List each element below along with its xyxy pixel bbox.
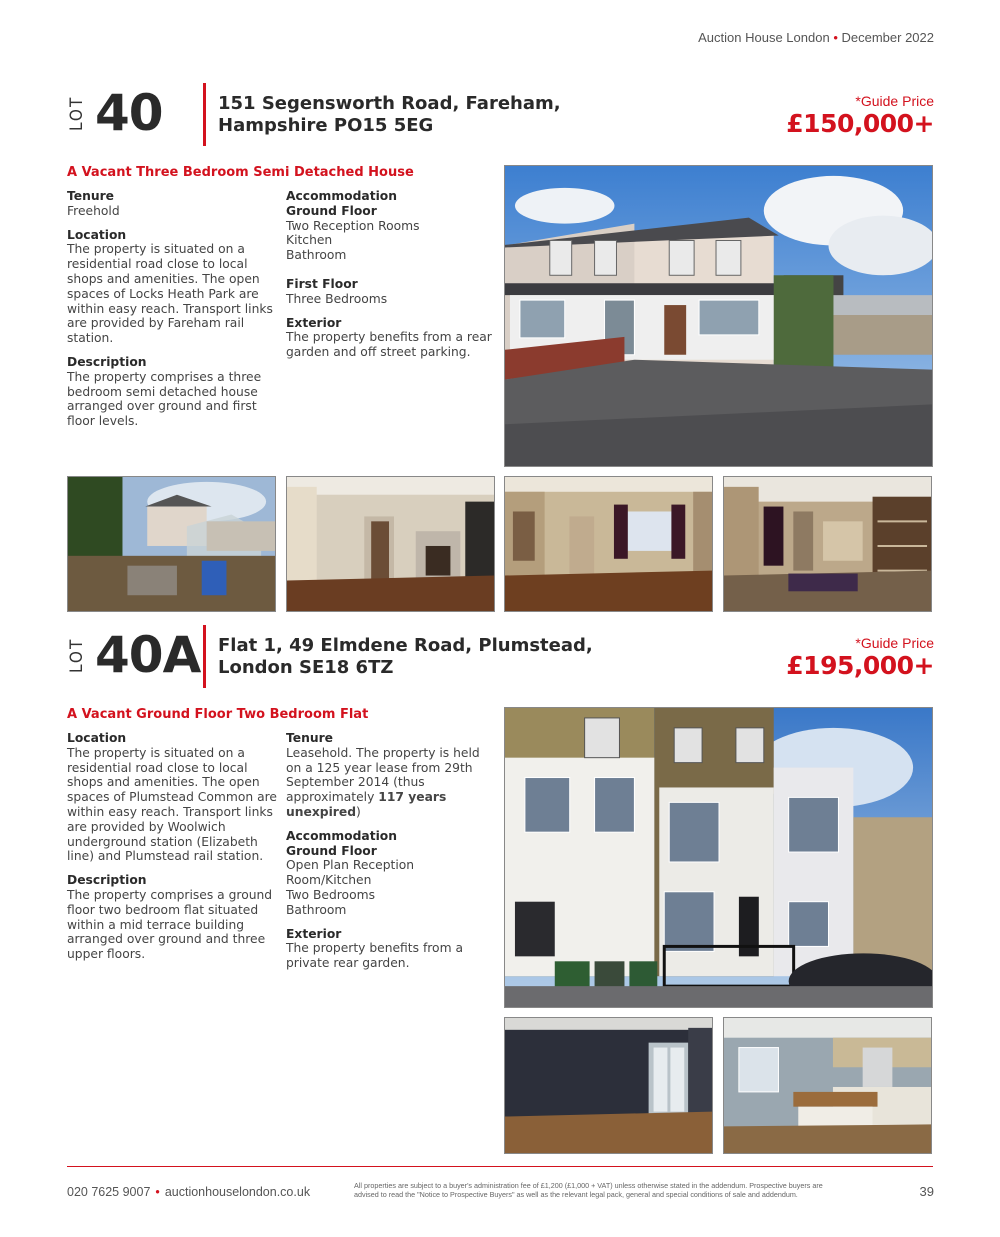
header-separator: • bbox=[833, 30, 838, 45]
ground-floor-item: Kitchen bbox=[286, 233, 333, 248]
lot-label: LOT bbox=[67, 637, 87, 673]
footer-phone[interactable]: 020 7625 9007 bbox=[67, 1185, 151, 1199]
ground-floor-heading: Ground Floor bbox=[286, 203, 377, 218]
guide-price-label: *Guide Price bbox=[855, 635, 934, 651]
footer-legal-notice: All properties are subject to a buyer's administration fee of £1,200 (£1,000 + VAT) unless otherwise stated in the addendum. Prospective buyers are advised to read the "Notice to Prospective Buyers" as well as the relevant legal pack, general and special conditions of sale and addendum. bbox=[354, 1181, 823, 1199]
page-number: 39 bbox=[919, 1184, 934, 1199]
reception-room-photo bbox=[286, 476, 495, 612]
lot-divider bbox=[203, 625, 206, 688]
tenure-unexpired: 117 years unexpired bbox=[286, 790, 447, 819]
location-text: The property is situated on a residential road close to local shops and amenities. The open spaces of Plumstead Common are within easy reach. Transport links are provided by Woolwich underground station (Elizabeth line) and Plumstead rail station. bbox=[67, 745, 277, 864]
dining-room-photo bbox=[723, 476, 932, 612]
exterior-text: The property benefits from a rear garden and off street parking. bbox=[286, 330, 492, 360]
lot-divider bbox=[203, 83, 206, 146]
tenure-text-start: Leasehold. The property is held on a 125 year lease from 29th September 2014 (thus approximately bbox=[286, 745, 480, 805]
lot-number: 40A bbox=[95, 626, 201, 684]
address-line-1: Flat 1, 49 Elmdene Road, Plumstead, bbox=[218, 635, 593, 656]
tenure-text bbox=[286, 746, 498, 820]
footer-website-link[interactable]: auctionhouselondon.co.uk bbox=[164, 1185, 311, 1199]
lot-subtitle: A Vacant Three Bedroom Semi Detached House bbox=[67, 165, 414, 180]
description-heading: Description bbox=[67, 354, 147, 369]
description-heading: Description bbox=[67, 873, 147, 888]
address-line-2: Hampshire PO15 5EG bbox=[218, 115, 434, 136]
accommodation-heading: Accommodation bbox=[286, 828, 398, 843]
tenure-heading: Tenure bbox=[286, 731, 334, 745]
garden-photo bbox=[67, 476, 276, 612]
publication-date: December 2022 bbox=[841, 30, 934, 45]
footer-separator: • bbox=[155, 1185, 160, 1199]
kitchen-photo bbox=[723, 1017, 932, 1154]
tenure-text-end: ) bbox=[356, 804, 361, 819]
main-property-photo bbox=[504, 707, 933, 1008]
lot-number: 40 bbox=[95, 84, 163, 142]
details-column-right bbox=[286, 189, 496, 369]
ground-floor-heading: Ground Floor bbox=[286, 843, 377, 858]
publication-name: Auction House London bbox=[698, 30, 830, 45]
exterior-heading: Exterior bbox=[286, 926, 342, 941]
details-column-right bbox=[286, 731, 498, 980]
ground-floor-item: Bathroom bbox=[286, 248, 347, 263]
tenure-heading: Tenure bbox=[67, 189, 115, 203]
details-column-left bbox=[67, 731, 281, 971]
footer-contact bbox=[67, 1185, 310, 1199]
first-floor-item: Three Bedrooms bbox=[286, 291, 388, 306]
lot-label: LOT bbox=[67, 95, 87, 131]
living-room-photo bbox=[504, 476, 713, 612]
exterior-heading: Exterior bbox=[286, 315, 342, 330]
main-property-photo bbox=[504, 165, 933, 467]
exterior-text: The property benefits from a private rear garden. bbox=[286, 941, 464, 971]
tenure-text: Freehold bbox=[67, 203, 120, 218]
accommodation-heading: Accommodation bbox=[286, 189, 398, 203]
guide-price: £195,000+ bbox=[786, 651, 934, 680]
publication-header bbox=[698, 30, 934, 45]
guide-price-label: *Guide Price bbox=[855, 93, 934, 109]
description-text: The property comprises a three bedroom semi detached house arranged over ground and first floor levels. bbox=[67, 369, 262, 429]
lot-address bbox=[218, 93, 561, 137]
address-line-2: London SE18 6TZ bbox=[218, 657, 394, 678]
description-text: The property comprises a ground floor two bedroom flat situated within a mid terrace building arranged over ground and three upper floors. bbox=[67, 887, 273, 962]
first-floor-heading: First Floor bbox=[286, 276, 358, 291]
details-column-left bbox=[67, 189, 279, 438]
ground-floor-item: Two Reception Rooms bbox=[286, 218, 420, 233]
ground-floor-item: Bathroom bbox=[286, 902, 347, 917]
location-heading: Location bbox=[67, 227, 127, 242]
bedroom-photo bbox=[504, 1017, 713, 1154]
footer-divider bbox=[67, 1166, 933, 1167]
lot-subtitle: A Vacant Ground Floor Two Bedroom Flat bbox=[67, 707, 369, 722]
ground-floor-item: Two Bedrooms bbox=[286, 887, 375, 902]
guide-price: £150,000+ bbox=[786, 109, 934, 138]
lot-address bbox=[218, 635, 593, 679]
ground-floor-item: Open Plan Reception Room/Kitchen bbox=[286, 858, 415, 888]
address-line-1: 151 Segensworth Road, Fareham, bbox=[218, 93, 561, 114]
location-text: The property is situated on a residential road close to local shops and amenities. The open spaces of Locks Heath Park are within easy reach. Transport links are provided by Fareham rail station. bbox=[67, 242, 273, 346]
location-heading: Location bbox=[67, 731, 127, 745]
